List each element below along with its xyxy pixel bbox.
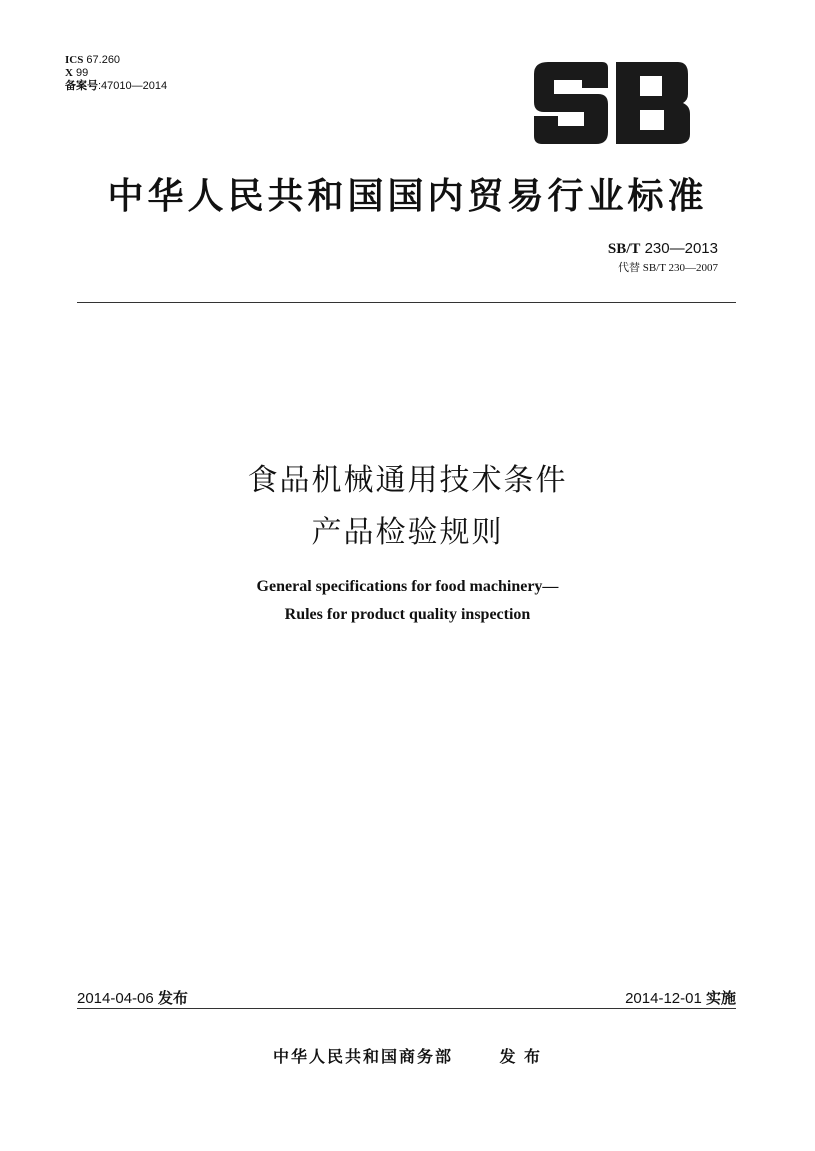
cn-title-line-1: 食品机械通用技术条件 [247,464,568,497]
standard-code [608,240,718,258]
en-title-line-2: Rules for product quality inspection [284,606,531,623]
bottom-divider [77,1008,736,1009]
top-divider [77,302,736,303]
filing-label: 备案号 [65,80,98,92]
publisher-action: 发 布 [499,1049,542,1066]
standard-code-prefix: SB/T [607,241,641,257]
impl-date-value: 2014-12-01 [625,990,702,1007]
standard-code-number: 230—2013 [644,240,718,257]
org-title: 中华人民共和国国内贸易行业标准 [107,175,708,216]
cn-title-line-2: 产品检验规则 [311,516,504,549]
ccs-value: 99 [76,67,89,79]
ics-line [65,54,120,67]
impl-date-label: 实施 [705,990,736,1007]
implementation-date [625,987,736,1008]
ics-label: ICS [65,54,84,66]
ics-value: 67.260 [86,54,121,66]
logo-letter-s [534,62,608,144]
issue-date-label: 发布 [157,990,188,1007]
sb-logo [532,62,692,144]
filing-line [65,80,167,93]
issue-date [77,987,188,1008]
filing-value: :47010—2014 [98,80,168,92]
ccs-line [65,67,88,80]
publisher-name: 中华人民共和国商务部 [273,1049,454,1066]
logo-letter-b [616,62,690,144]
replaces-standard: 代替 SB/T 230—2007 [617,262,718,274]
en-title-line-1: General specifications for food machinery— [256,578,559,595]
ccs-label: X [65,67,73,79]
issue-date-value: 2014-04-06 [77,990,154,1007]
publisher [0,1044,815,1067]
